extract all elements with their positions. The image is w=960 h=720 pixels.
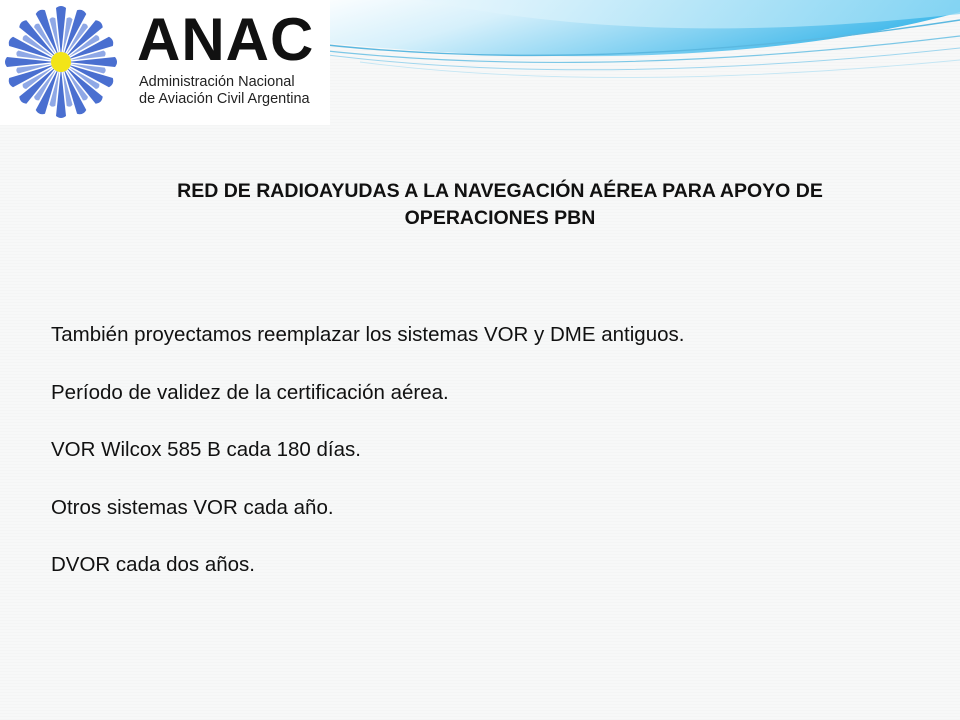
header-band	[0, 0, 960, 130]
slide-title-line2: OPERACIONES PBN	[404, 207, 596, 229]
paragraph: VOR Wilcox 585 B cada 180 días.	[51, 438, 361, 461]
brand-subtitle-line1: Administración Nacional	[139, 74, 295, 90]
slide-title-line1: RED DE RADIOAYUDAS A LA NAVEGACIÓN AÉREA PARA APOYO DE	[177, 180, 823, 202]
paragraph: También proyectamos reemplazar los sistemas VOR y DME antiguos.	[51, 323, 685, 346]
paragraph: DVOR cada dos años.	[51, 553, 255, 576]
paragraph: Período de validez de la certificación aérea.	[51, 380, 449, 404]
paragraph: Otros sistemas VOR cada año.	[51, 495, 334, 519]
header-swoosh-decoration	[300, 0, 960, 95]
anac-logo	[0, 0, 330, 125]
body-text	[51, 318, 684, 606]
brand-subtitle-line2: de Aviación Civil Argentina	[139, 91, 310, 107]
brand-subtitle	[139, 74, 310, 108]
sun-rays-logo-icon	[3, 4, 119, 120]
brand-name: ANAC	[137, 6, 315, 73]
slide-title	[80, 178, 920, 232]
